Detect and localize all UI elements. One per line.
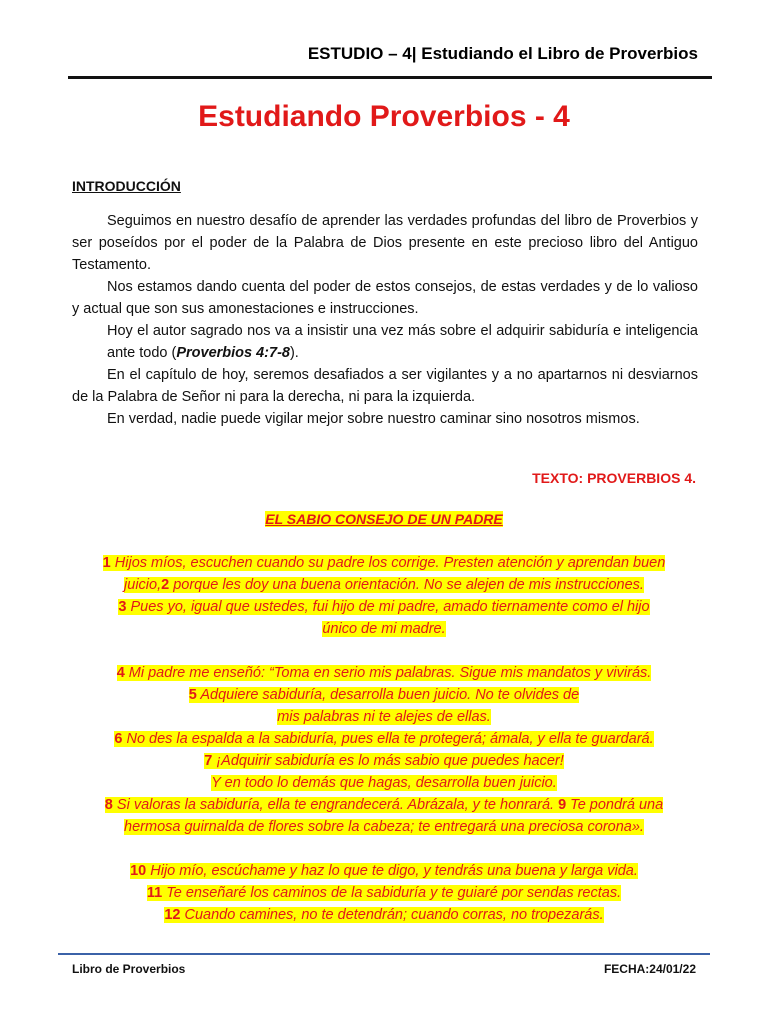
text-reference-label: TEXTO: PROVERBIOS 4.: [532, 470, 696, 486]
verse-text: Hijos míos, escuchen cuando su padre los corrige. Presten atención y aprendan buen: [110, 555, 666, 571]
verse-line: [60, 750, 708, 772]
verse-text: Hijo mío, escúchame y haz lo que te digo, y tendrás una buena y larga vida.: [146, 863, 638, 879]
verse-line: [60, 728, 708, 750]
verse-number: 1: [102, 555, 111, 571]
verse-line: [60, 816, 708, 838]
footer-divider: [58, 953, 710, 955]
header-divider: [68, 76, 712, 79]
stanza-gap: [60, 640, 708, 662]
verse-line: [60, 662, 708, 684]
intro-text: ).: [289, 345, 299, 361]
verse-text: único de mi madre.: [322, 621, 446, 637]
verse-number: 10: [130, 863, 147, 879]
scripture-body: [60, 552, 708, 926]
verse-text: ¡Adquirir sabiduría es lo más sabio que puedes hacer!: [212, 753, 564, 769]
section-heading: INTRODUCCIÓN: [72, 178, 181, 194]
verse-number: 7: [204, 753, 213, 769]
verse-text: Cuando camines, no te detendrán; cuando corras, no tropezarás.: [180, 907, 604, 923]
footer-date: FECHA:24/01/22: [603, 962, 696, 976]
verse-text: porque les doy una buena orientación. No se alejen de mis instrucciones.: [169, 577, 644, 593]
scripture-title: [0, 511, 768, 527]
verse-number: 4: [116, 665, 125, 681]
verse-number: 6: [114, 731, 123, 747]
verse-text: No des la espalda a la sabiduría, pues ella te protegerá; ámala, y ella te guardará.: [122, 731, 654, 747]
verse-number: 12: [164, 907, 181, 923]
verse-line: [60, 904, 708, 926]
verse-text: Te pondrá una: [566, 797, 664, 813]
footer-book-title: Libro de Proverbios: [72, 962, 186, 976]
verse-number: 5: [188, 687, 197, 703]
intro-paragraph: En verdad, nadie puede vigilar mejor sobre nuestro caminar sino nosotros mismos.: [107, 411, 640, 427]
verse-line: [60, 552, 708, 574]
verse-line: [60, 596, 708, 618]
verse-line: [60, 882, 708, 904]
scripture-title-text: EL SABIO CONSEJO DE UN PADRE: [265, 511, 503, 527]
intro-paragraph: [72, 320, 698, 364]
verse-line: [60, 772, 708, 794]
verse-line: [60, 860, 708, 882]
verse-number: 8: [104, 797, 113, 813]
verse-text: hermosa guirnalda de flores sobre la cabeza; te entregará una preciosa corona».: [124, 819, 644, 835]
verse-text: juicio,: [124, 577, 162, 593]
verse-text: Te enseñaré los caminos de la sabiduría y te guiaré por sendas rectas.: [162, 885, 622, 901]
verse-number: 3: [118, 599, 127, 615]
verse-line: [60, 684, 708, 706]
stanza-gap: [60, 838, 708, 860]
verse-line: [60, 794, 708, 816]
intro-paragraph: Seguimos en nuestro desafío de aprender las verdades profundas del libro de Proverbios y ser poseídos por el poder de la Palabra de Dios presente en este precioso libro del Antiguo Testamento.: [72, 213, 698, 273]
verse-text: Adquiere sabiduría, desarrolla buen juicio. No te olvides de: [196, 687, 580, 703]
intro-paragraph: En el capítulo de hoy, seremos desafiados a ser vigilantes y a no apartarnos ni desviarnos de la Palabra de Señor ni para la derecha, ni para la izquierda.: [72, 367, 698, 405]
document-title: Estudiando Proverbios - 4: [198, 100, 570, 133]
intro-paragraph: Nos estamos dando cuenta del poder de estos consejos, de estas verdades y de lo valioso y actual que son sus amonestaciones e instrucciones.: [72, 279, 698, 317]
verse-text: Pues yo, igual que ustedes, fui hijo de mi padre, amado tiernamente como el hijo: [126, 599, 650, 615]
verse-line: [60, 574, 708, 596]
scripture-reference: Proverbios 4:7-8: [176, 345, 290, 361]
verse-line: [60, 618, 708, 640]
verse-text: mis palabras ni te alejes de ellas.: [277, 709, 491, 725]
verse-text: Mi padre me enseñó: “Toma en serio mis palabras. Sigue mis mandatos y vivirás.: [124, 665, 652, 681]
verse-text: Y en todo lo demás que hagas, desarrolla buen juicio.: [211, 775, 557, 791]
page-header: ESTUDIO – 4| Estudiando el Libro de Proverbios: [307, 44, 698, 63]
verse-number: 11: [146, 885, 163, 901]
intro-text: Hoy el autor sagrado nos va a insistir una vez más sobre el adquirir sabiduría e inteligencia ante todo (: [107, 323, 698, 361]
intro-body: [72, 210, 698, 430]
verse-number: 2: [161, 577, 170, 593]
verse-line: [60, 706, 708, 728]
verse-text: Si valoras la sabiduría, ella te engrandecerá. Abrázala, y te honrará.: [112, 797, 559, 813]
verse-number: 9: [558, 797, 567, 813]
